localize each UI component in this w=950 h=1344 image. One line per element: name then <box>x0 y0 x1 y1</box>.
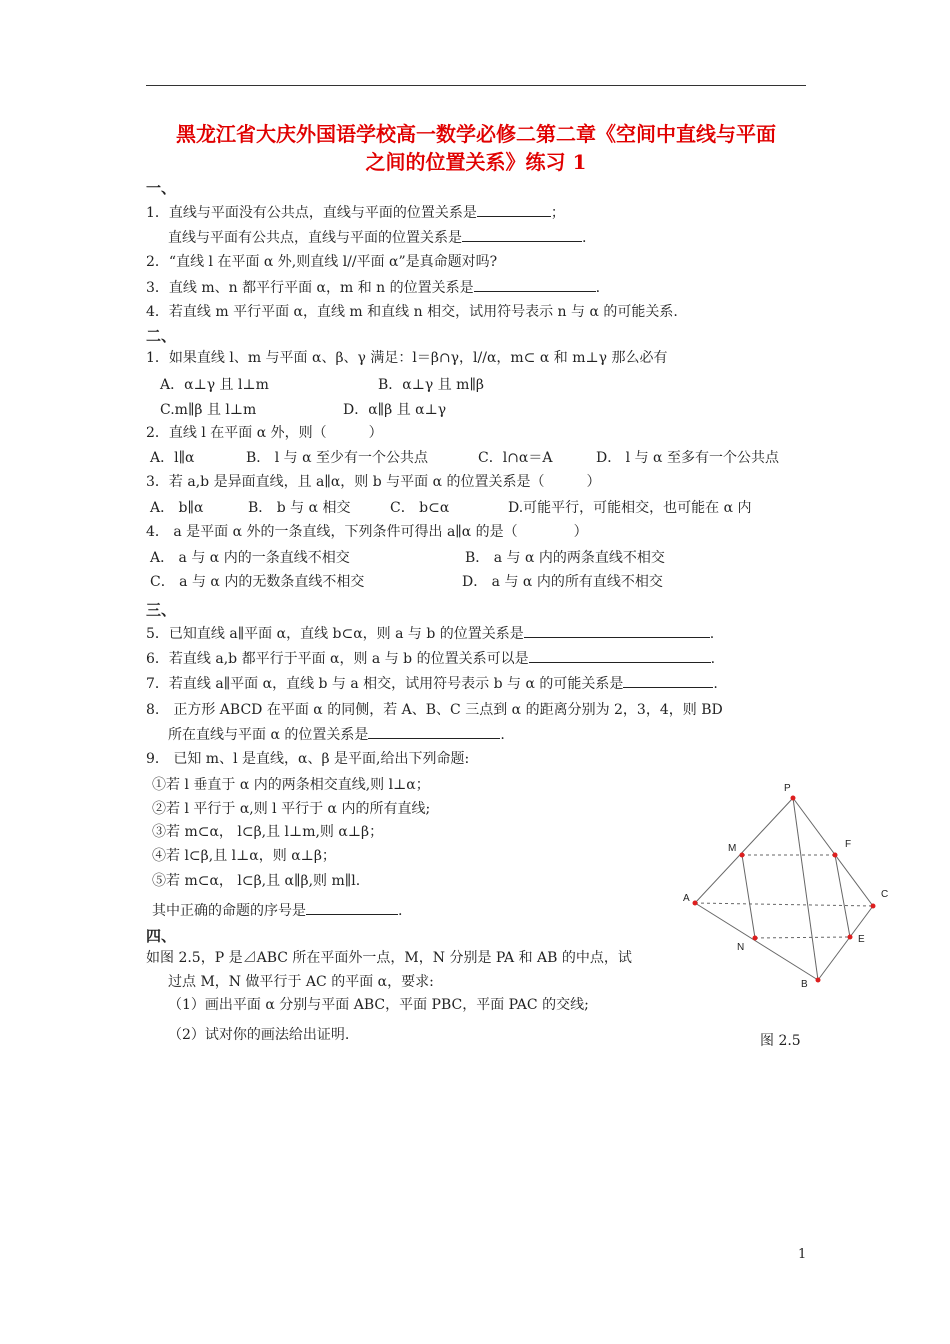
s3-q8a: 8. 正方形 ABCD 在平面 α 的同侧，若 A、B、C 三点到 α 的距离分别为 2，3，4，则 BD <box>146 702 723 718</box>
s1-q1a: 1．直线与平面没有公共点，直线与平面的位置关系是 ； <box>146 202 565 223</box>
s1-q2: 2．“直线 l 在平面 α 外,则直线 l//平面 α”是真命题对吗? <box>146 254 498 270</box>
s3-q8b: 所在直线与平面 α 的位置关系是 . <box>168 724 505 745</box>
title-line-1: 黑龙江省大庆外国语学校高一数学必修二第二章《空间中直线与平面 <box>176 122 776 146</box>
answer-blank <box>474 277 596 292</box>
segment-NE <box>755 937 850 938</box>
s2-q4-option-d: D． a 与 α 内的所有直线不相交 <box>462 574 663 590</box>
answer-blank <box>524 623 710 638</box>
s3-q9: 9． 已知 m、l 是直线，α、β 是平面,给出下列命题: <box>146 751 470 767</box>
label-A: A <box>683 893 690 904</box>
answer-blank <box>462 227 582 242</box>
edges <box>695 798 873 980</box>
answer-blank <box>306 900 398 915</box>
s2-q2-option-a: A．l∥α <box>150 450 195 466</box>
s4-item-1: （1）画出平面 α 分别与平面 ABC，平面 PBC，平面 PAC 的交线; <box>168 997 589 1013</box>
label-N: N <box>737 942 745 953</box>
s3-proposition-5: ⑤若 m⊂α， l⊂β,且 α∥β,则 m∥l. <box>152 873 361 889</box>
labels <box>683 783 888 990</box>
point-E <box>848 935 853 940</box>
edge-PB <box>793 798 818 980</box>
s2-q2-option-c: C．l∩α＝A <box>478 450 553 466</box>
s4-intro-1: 如图 2.5，P 是⊿ABC 所在平面外一点，M，N 分别是 PA 和 AB 的中点，试 <box>146 950 632 966</box>
edge-CB <box>818 906 873 980</box>
s1-q4: 4．若直线 m 平行平面 α，直线 m 和直线 n 相交，试用符号表示 n 与 α 的可能关系. <box>146 304 678 320</box>
label-F: F <box>845 839 852 850</box>
answer-blank <box>623 673 713 688</box>
s2-q3-option-a: A． b∥α <box>150 500 204 516</box>
label-M: M <box>728 843 737 854</box>
point-F <box>833 853 838 858</box>
answer-blank <box>368 724 500 739</box>
s2-q3-option-c: C． b⊂α <box>390 500 450 516</box>
s1-q3: 3．直线 m、n 都平行平面 α，m 和 n 的位置关系是 . <box>146 277 600 298</box>
s3-proposition-1: ①若 l 垂直于 α 内的两条相交直线,则 l⊥α； <box>152 777 430 793</box>
s2-q3-option-b: B． b 与 α 相交 <box>248 500 351 516</box>
s2-q2: 2．直线 l 在平面 α 外，则（ ） <box>146 425 383 441</box>
s4-intro-2: 过点 M，N 做平行于 AC 的平面 α，要求: <box>168 974 434 990</box>
s2-q2-option-d: D． l 与 α 至多有一个公共点 <box>596 450 779 466</box>
section-1-heading: 一、 <box>146 179 177 197</box>
label-C: C <box>881 889 889 900</box>
answer-blank <box>529 648 711 663</box>
point-N <box>753 936 758 941</box>
answer-blank <box>477 202 551 217</box>
edge-AC <box>695 903 873 906</box>
segment-FE <box>835 855 850 937</box>
section-4-heading: 四、 <box>146 927 177 945</box>
s2-q2-option-b: B． l 与 α 至少有一个公共点 <box>246 450 429 466</box>
point-C <box>871 904 876 909</box>
point-P <box>791 796 796 801</box>
point-M <box>740 853 745 858</box>
header-rule <box>146 85 806 86</box>
label-E: E <box>858 934 865 945</box>
edge-PA <box>695 798 793 903</box>
s2-q4-option-c: C． a 与 α 内的无数条直线不相交 <box>150 574 365 590</box>
s2-q1-option-b: B．α⊥γ 且 m∥β <box>378 377 485 393</box>
s4-item-2: （2）试对你的画法给出证明. <box>168 1027 350 1043</box>
s3-q7: 7．若直线 a∥平面 α，直线 b 与 a 相交，试用符号表示 b 与 α 的可能关系是 . <box>146 673 718 694</box>
s1-q1b: 直线与平面有公共点，直线与平面的位置关系是 . <box>168 227 586 248</box>
figure-2-5 <box>675 775 905 1015</box>
points <box>693 796 876 983</box>
s3-proposition-4: ④若 l⊂β,且 l⊥α，则 α⊥β； <box>152 848 336 864</box>
s3-q6: 6．若直线 a,b 都平行于平面 α，则 a 与 b 的位置关系可以是 . <box>146 648 715 669</box>
s2-q3: 3．若 a,b 是异面直线，且 a∥α，则 b 与平面 α 的位置关系是（ ） <box>146 474 601 490</box>
s2-q1-option-d: D．α∥β 且 α⊥γ <box>343 402 447 418</box>
page-number: 1 <box>798 1247 807 1262</box>
point-B <box>816 978 821 983</box>
s2-q1: 1．如果直线 l、m 与平面 α、β、γ 满足：l＝β∩γ，l//α，m⊂ α 和 m⊥γ 那么必有 <box>146 350 668 366</box>
s2-q4-option-b: B． a 与 α 内的两条直线不相交 <box>465 550 665 566</box>
label-B: B <box>801 979 808 990</box>
tetrahedron-diagram <box>675 775 905 1015</box>
s3-proposition-3: ③若 m⊂α， l⊂β,且 l⊥m,则 α⊥β； <box>152 824 384 840</box>
label-P: P <box>784 783 791 794</box>
edge-AB <box>695 903 818 980</box>
s3-proposition-2: ②若 l 平行于 α,则 l 平行于 α 内的所有直线; <box>152 801 431 817</box>
section-2-heading: 二、 <box>146 327 177 345</box>
s2-q1-option-c: C.m∥β 且 l⊥m <box>160 402 257 418</box>
title-line-2: 之间的位置关系》练习 1 <box>365 150 587 174</box>
s3-q5: 5．已知直线 a∥平面 α，直线 b⊂α，则 a 与 b 的位置关系是 . <box>146 623 714 644</box>
figure-caption: 图 2.5 <box>760 1033 801 1049</box>
segment-MN <box>742 855 755 938</box>
s2-q4: 4． a 是平面 α 外的一条直线，下列条件可得出 a∥α 的是（ ） <box>146 524 588 540</box>
s2-q3-option-d: D.可能平行，可能相交，也可能在 α 内 <box>508 500 752 516</box>
edge-PC <box>793 798 873 906</box>
s2-q4-option-a: A． a 与 α 内的一条直线不相交 <box>150 550 350 566</box>
s3-answer-line: 其中正确的命题的序号是 . <box>152 900 402 921</box>
point-A <box>693 901 698 906</box>
s2-q1-option-a: A．α⊥γ 且 l⊥m <box>160 377 269 393</box>
section-3-heading: 三、 <box>146 601 177 619</box>
